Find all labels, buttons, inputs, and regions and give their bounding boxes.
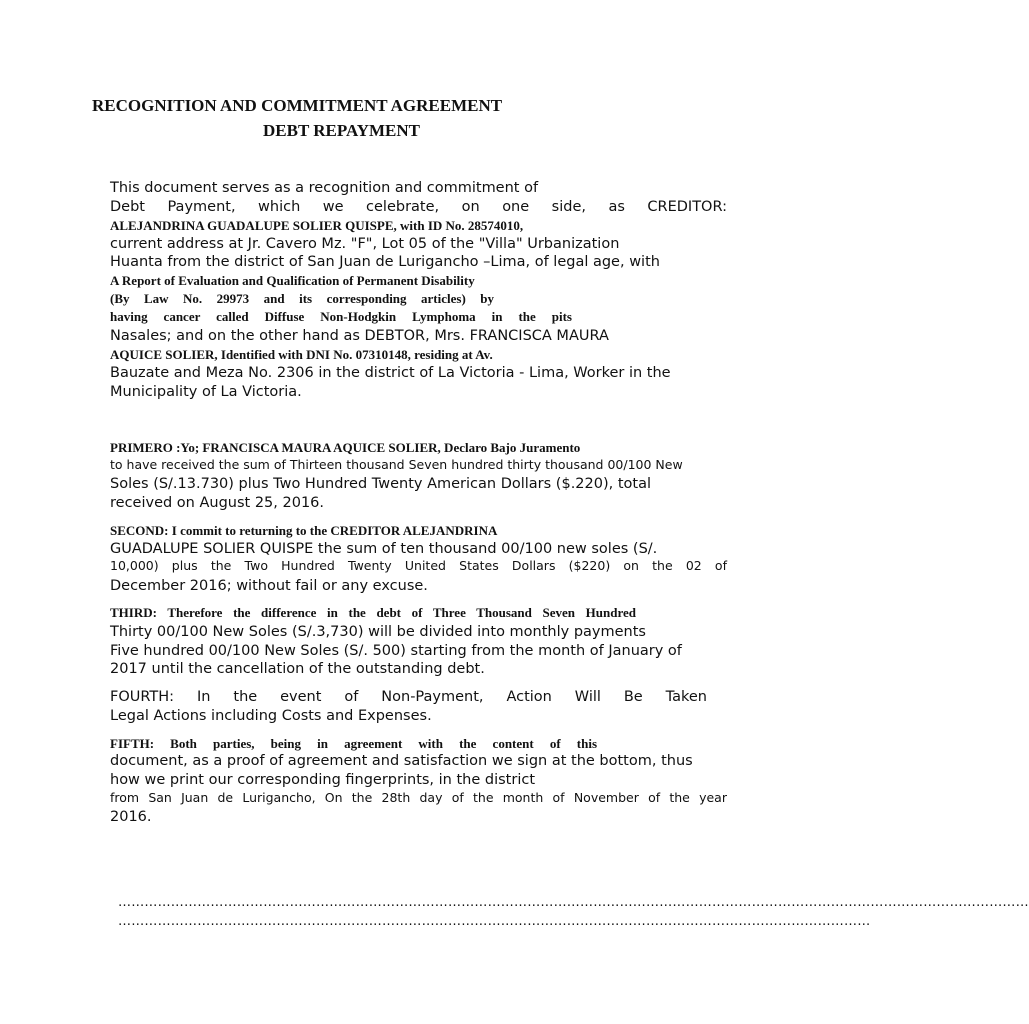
clause-fifth-line: how we print our corresponding fingerprints, in the district	[110, 772, 536, 788]
clause-third-line: Thirty 00/100 New Soles (S/.3,730) will be divided into monthly payments	[110, 624, 646, 640]
clause-third-line: Five hundred 00/100 New Soles (S/. 500) starting from the month of January of	[110, 643, 682, 659]
clause-first-line: received on August 25, 2016.	[110, 495, 325, 511]
intro-line: (By Law No. 29973 and its corresponding articles) by	[110, 291, 494, 306]
intro-line: Municipality of La Victoria.	[110, 384, 302, 400]
clause-first-heading: PRIMERO :Yo; FRANCISCA MAURA AQUICE SOLIER, Declaro Bajo Juramento	[110, 440, 581, 455]
intro-line: current address at Jr. Cavero Mz. "F", Lot 05 of the "Villa" Urbanization	[110, 236, 620, 252]
signature-line-1: ………………………………………………………………………………………………………………………………………………………………………………………	[118, 895, 1029, 910]
intro-line: Huanta from the district of San Juan de Lurigancho –Lima, of legal age, with	[110, 254, 660, 270]
clause-third-line: 2017 until the cancellation of the outstanding debt.	[110, 661, 485, 677]
clause-fifth-heading: FIFTH: Both parties, being in agreement with the content of this	[110, 736, 597, 751]
clause-first-line: to have received the sum of Thirteen thousand Seven hundred thirty thousand 00/100 New	[110, 457, 683, 472]
signature-line-2: ………………………………………………………………………………………………………………………………………………………	[118, 914, 871, 929]
intro-line: AQUICE SOLIER, Identified with DNI No. 07310148, residing at Av.	[110, 347, 493, 362]
intro-line: having cancer called Diffuse Non-Hodgkin Lymphoma in the pits	[110, 309, 572, 324]
intro-line: A Report of Evaluation and Qualification of Permanent Disability	[110, 273, 475, 288]
intro-line: Bauzate and Meza No. 2306 in the district of La Victoria - Lima, Worker in the	[110, 365, 671, 381]
intro-line: ALEJANDRINA GUADALUPE SOLIER QUISPE, with ID No. 28574010,	[110, 218, 524, 233]
intro-line: Debt Payment, which we celebrate, on one side, as CREDITOR:	[110, 199, 727, 215]
clause-second-line: 10,000) plus the Two Hundred Twenty United States Dollars ($220) on the 02 of	[110, 558, 727, 573]
intro-line: This document serves as a recognition and commitment of	[110, 180, 539, 196]
clause-second-line: December 2016; without fail or any excuse.	[110, 578, 428, 594]
title-line-1: RECOGNITION AND COMMITMENT AGREEMENT	[92, 96, 503, 115]
clause-fourth-line: Legal Actions including Costs and Expenses.	[110, 708, 432, 724]
clause-second-heading: SECOND: I commit to returning to the CREDITOR ALEJANDRINA	[110, 523, 498, 538]
clause-fourth-heading: FOURTH: In the event of Non-Payment, Action Will Be Taken	[110, 689, 707, 705]
intro-line: Nasales; and on the other hand as DEBTOR, Mrs. FRANCISCA MAURA	[110, 328, 609, 344]
clause-first-line: Soles (S/.13.730) plus Two Hundred Twenty American Dollars ($.220), total	[110, 476, 652, 492]
clause-fifth-line: document, as a proof of agreement and satisfaction we sign at the bottom, thus	[110, 753, 693, 769]
clause-third-heading: THIRD: Therefore the difference in the debt of Three Thousand Seven Hundred	[110, 605, 636, 620]
clause-fifth-line: 2016.	[110, 809, 152, 825]
title-line-2: DEBT REPAYMENT	[263, 121, 420, 140]
clause-fifth-line: from San Juan de Lurigancho, On the 28th day of the month of November of the year	[110, 790, 727, 805]
clause-second-line: GUADALUPE SOLIER QUISPE the sum of ten thousand 00/100 new soles (S/.	[110, 541, 658, 557]
